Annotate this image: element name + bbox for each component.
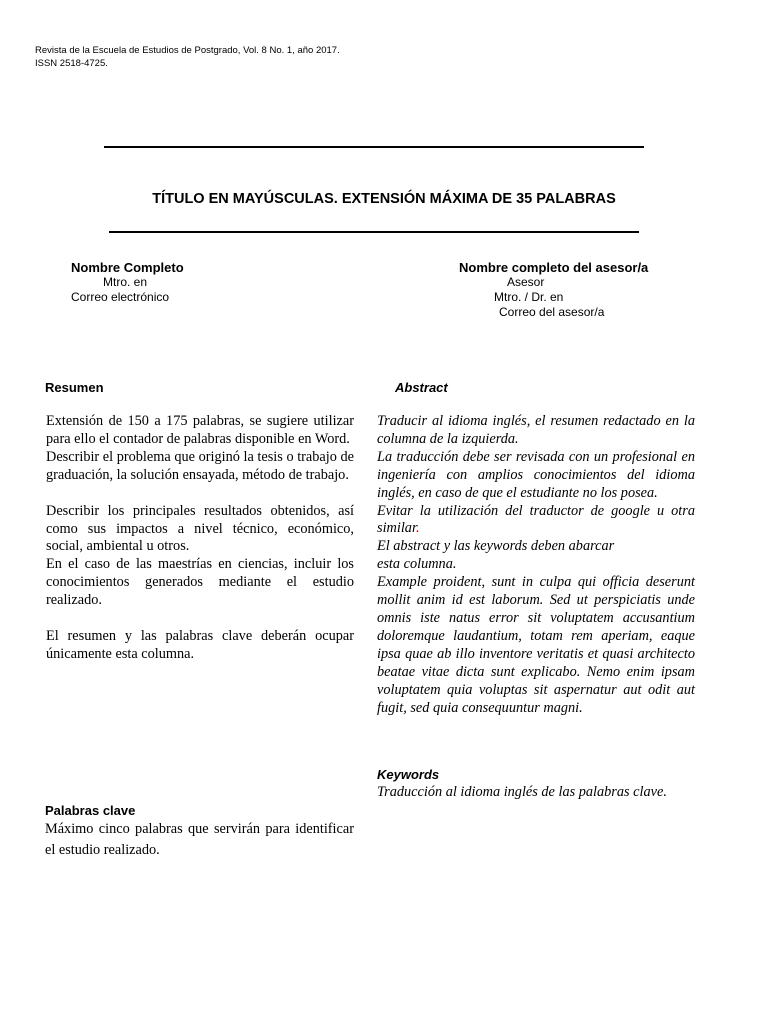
abstract-paragraph-3-text: Evitar la utilización del traductor de google u otra similar bbox=[377, 502, 695, 537]
abstract-paragraph-5: Example proident, sunt in culpa qui officia deserunt mollit anim id est laborum. Sed ut perspiciatis unde omnis iste natus error sit voluptatem accusantium doloremque laudantium, totam rem aperiam, eaque ipsa quae ab illo inventore veritatis et quasi architecto beatae vitae dicta sunt explicabo. Nemo enim ipsam voluptatem quia voluptas sit aspernatur aut odit aut fugit, sed quia consequuntur magni. bbox=[377, 574, 695, 716]
abstract-paragraph-3 bbox=[377, 503, 695, 539]
palabras-clave-text: Máximo cinco palabras que servirán para identificar el estudio realizado. bbox=[45, 821, 354, 858]
advisor-degree: Mtro. / Dr. en bbox=[494, 290, 564, 304]
resumen-paragraph-1: Extensión de 150 a 175 palabras, se sugiere utilizar para ello el contador de palabras disponible en Word. bbox=[46, 413, 354, 447]
advisor-email: Correo del asesor/a bbox=[499, 305, 605, 319]
abstract-paragraph-1: Traducir al idioma inglés, el resumen redactado en la columna de la izquierda. bbox=[377, 413, 695, 447]
resumen-paragraph-2: Describir el problema que originó la tesis o trabajo de graduación, la solución ensayada, método de trabajo. bbox=[46, 448, 354, 483]
issn: ISSN 2518-4725. bbox=[35, 58, 108, 69]
abstract-body bbox=[377, 413, 695, 717]
advisor-role: Asesor bbox=[507, 275, 545, 289]
keywords-heading: Keywords bbox=[377, 767, 440, 782]
author-degree: Mtro. en bbox=[103, 275, 148, 289]
resumen-heading: Resumen bbox=[45, 380, 104, 395]
bottom-rule bbox=[109, 231, 639, 233]
resumen-body bbox=[46, 413, 354, 664]
abstract-paragraph-2: La traducción debe ser revisada con un profesional en ingeniería con amplios conocimientos del idioma inglés, en caso de que el estudiante no los posea. bbox=[377, 448, 695, 501]
advisor-name: Nombre completo del asesor/a bbox=[459, 260, 649, 275]
resumen-paragraph-3: Describir los principales resultados obtenidos, así como sus impactos a nivel técnico, económico, social, ambiental u otros. bbox=[46, 502, 354, 555]
author-name: Nombre Completo bbox=[71, 260, 184, 275]
abstract-heading: Abstract bbox=[395, 380, 448, 395]
page-title: TÍTULO EN MAYÚSCULAS. EXTENSIÓN MÁXIMA DE 35 PALABRAS bbox=[152, 191, 616, 207]
top-rule bbox=[104, 146, 644, 148]
author-email: Correo electrónico bbox=[71, 290, 170, 304]
journal-citation: Revista de la Escuela de Estudios de Postgrado, Vol. 8 No. 1, año 2017. bbox=[35, 45, 340, 56]
abstract-paragraph-4a: El abstract y las keywords deben abarcar bbox=[377, 538, 615, 555]
palabras-clave-heading: Palabras clave bbox=[45, 803, 136, 818]
resumen-paragraph-5: El resumen y las palabras clave deberán ocupar únicamente esta columna. bbox=[46, 628, 354, 662]
keywords-text: Traducción al idioma inglés de las palabras clave. bbox=[377, 784, 667, 800]
resumen-paragraph-4: En el caso de las maestrías en ciencias, incluir los conocimientos generados mediante el estudio realizado. bbox=[46, 556, 354, 609]
abstract-paragraph-4b: esta columna. bbox=[377, 556, 457, 573]
abstract-paragraph-3-period: . bbox=[415, 520, 420, 537]
